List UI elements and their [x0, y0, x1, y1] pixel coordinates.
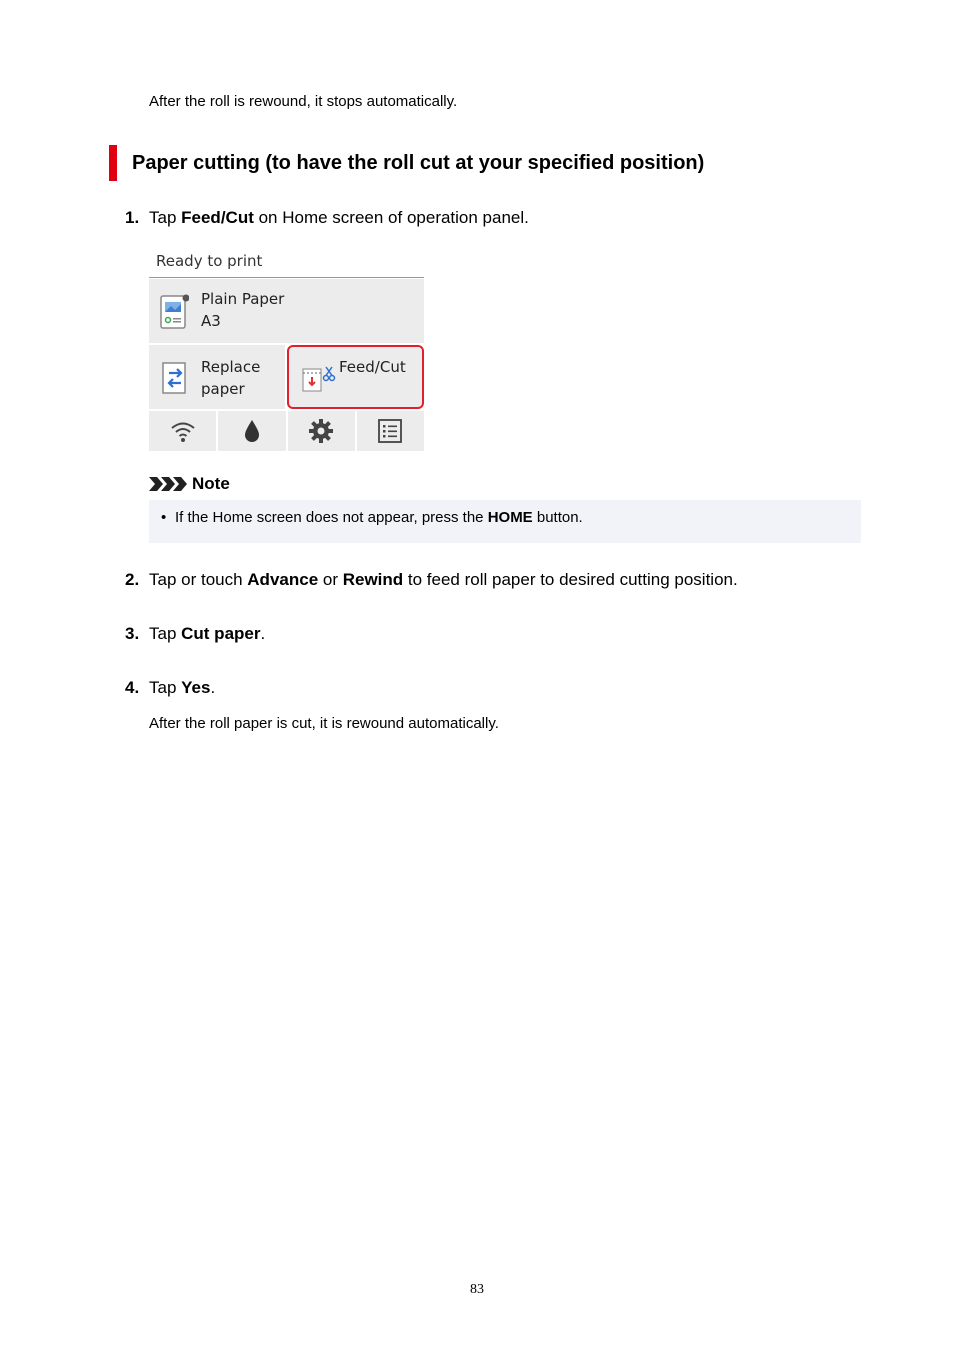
page-number: 83: [470, 1282, 484, 1297]
section-title: Paper cutting (to have the roll cut at your specified position): [132, 151, 705, 174]
step-number: 3.: [125, 624, 140, 643]
wifi-button[interactable]: [149, 411, 216, 451]
step-bold-term: Feed/Cut: [181, 208, 254, 227]
step-3: [125, 624, 265, 644]
note-label: Note: [192, 474, 230, 493]
note-heading: [149, 474, 230, 494]
step-text: Tap: [149, 678, 182, 697]
panel-bottom-bar: [149, 411, 424, 451]
wifi-icon: [169, 417, 197, 445]
scissors-icon: [301, 363, 337, 393]
replace-paper-button[interactable]: [149, 345, 285, 409]
step-text: Tap: [149, 624, 182, 643]
paper-settings-icon: [159, 292, 189, 332]
menu-button[interactable]: [357, 411, 424, 451]
setup-button[interactable]: [288, 411, 355, 451]
note-item: [175, 509, 583, 526]
step-1: [125, 208, 529, 228]
step-number: 2.: [125, 570, 140, 589]
list-menu-icon: [376, 417, 404, 445]
ink-drop-icon: [238, 417, 266, 445]
gear-icon: [307, 417, 335, 445]
media-type: Plain Paper: [201, 290, 285, 308]
step-bold-term: Yes: [181, 678, 211, 697]
step-text: or: [318, 570, 343, 589]
replace-label-line: paper: [201, 380, 245, 398]
note-text: button.: [532, 509, 583, 526]
media-label: [201, 288, 284, 332]
ink-button[interactable]: [218, 411, 285, 451]
step-bold-term: Rewind: [342, 570, 404, 589]
feed-cut-button[interactable]: [287, 345, 424, 409]
note-chevrons-icon: [149, 476, 187, 492]
step-number: 4.: [125, 678, 140, 697]
replace-label-line: Replace: [201, 358, 261, 376]
note-bold-term: HOME: [487, 509, 533, 526]
step-bold-term: Advance: [247, 570, 319, 589]
step-text: .: [260, 624, 266, 643]
media-info-tile[interactable]: [149, 279, 424, 343]
intro-text: After the roll is rewound, it stops automatically.: [149, 93, 458, 110]
note-box: [149, 500, 861, 543]
panel-status-bar: [149, 249, 424, 278]
media-size: A3: [201, 312, 221, 330]
step-text: to feed roll paper to desired cutting position.: [403, 570, 738, 589]
step-text: on Home screen of operation panel.: [253, 208, 529, 227]
note-text: If the Home screen does not appear, press the: [175, 509, 488, 526]
feed-cut-label: Feed/Cut: [339, 358, 406, 376]
step-text: Tap or touch: [149, 570, 248, 589]
replace-paper-label: [201, 356, 260, 400]
panel-status-text: Ready to print: [156, 252, 263, 270]
step-text: .: [210, 678, 216, 697]
section-heading: [109, 145, 704, 181]
section-marker: [109, 145, 117, 181]
step-text: Tap: [149, 208, 182, 227]
step-2: [125, 570, 738, 590]
step-bold-term: Cut paper: [181, 624, 261, 643]
step-4: [125, 678, 215, 698]
step-number: 1.: [125, 208, 140, 227]
operation-panel-figure: [149, 249, 424, 451]
replace-paper-icon: [161, 361, 189, 395]
step-4-followup: After the roll paper is cut, it is rewound automatically.: [149, 715, 499, 732]
